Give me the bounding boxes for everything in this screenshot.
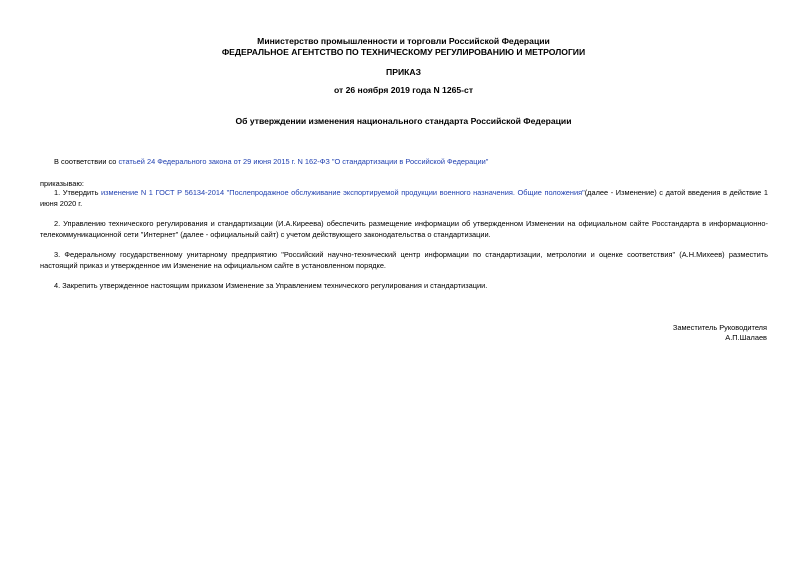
preamble-prefix: В соответствии со <box>54 157 119 166</box>
signature-position: Заместитель Руководителя <box>672 323 767 332</box>
item-1-paragraph <box>40 187 768 209</box>
item-3-paragraph: 3. Федеральному государственному унитарному предприятию "Российский научно-технический центр информации по стандартизации, метрологии и оценке соответствия" (А.Н.Михеев) разместить настоящий приказ и утвержденное им Изменение на официальном сайте в установленном порядке. <box>40 250 768 270</box>
document-type: ПРИКАЗ <box>386 67 421 77</box>
gost-change-link[interactable]: изменение N 1 ГОСТ Р 56134-2014 "Послепродажное обслуживание экспортируемой продукции военного назначения. Общие положения" <box>101 188 585 197</box>
signature-name: А.П.Шалаев <box>725 333 767 342</box>
agency-name: ФЕДЕРАЛЬНОЕ АГЕНТСТВО ПО ТЕХНИЧЕСКОМУ РЕГУЛИРОВАНИЮ И МЕТРОЛОГИИ <box>221 47 586 57</box>
preamble-paragraph <box>40 156 768 167</box>
item-1-suffix: (далее - Изменение) с датой введения в действие 1 июня 2020 г. <box>40 188 768 208</box>
order-word: приказываю: <box>40 179 84 188</box>
item-1-prefix: 1. Утвердить <box>54 188 102 197</box>
document-date-number: от 26 ноября 2019 года N 1265-ст <box>333 85 474 95</box>
document-title: Об утверждении изменения национального стандарта Российской Федерации <box>235 116 572 126</box>
federal-law-link[interactable]: статьей 24 Федерального закона от 29 июня 2015 г. N 162-ФЗ "О стандартизации в Российской Федерации" <box>118 157 489 166</box>
item-2-paragraph: 2. Управлению технического регулирования и стандартизации (И.А.Киреева) обеспечить размещение информации об утвержденном Изменении на официальном сайте Росстандарта в информационно-телекоммуникационной сети "Интернет" (далее - официальный сайт) с учетом действующего законодательства о стандартизации. <box>40 219 768 239</box>
item-4-paragraph: 4. Закрепить утвержденное настоящим приказом Изменение за Управлением технического регулирования и стандартизации. <box>54 281 488 290</box>
ministry-name: Министерство промышленности и торговли Российской Федерации <box>257 36 550 46</box>
